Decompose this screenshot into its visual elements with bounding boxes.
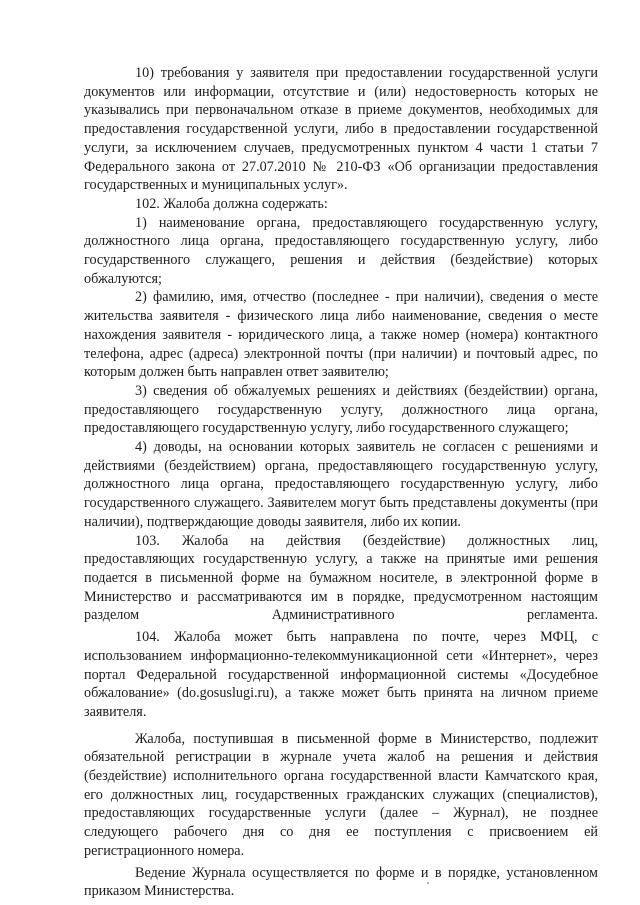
paragraph-clause-103: 103. Жалоба на действия (бездействие) должностных лиц, предоставляющих государственную услугу, а также на принятые ими решения подается в письменной форме на бумажном носителе, в электронной форме в Министерство и рассматриваются им в порядке, предусмотренном настоящим разделом Административного регламента. [84,532,598,624]
paragraph-clause-102: 102. Жалоба должна содержать: [135,195,328,212]
paragraph-subitem-2: 2) фамилию, имя, отчество (последнее - при наличии), сведения о месте жительства заявителя - физического лица либо наименование, сведения о месте нахождения заявителя - юридического лица, а также номер (номера) контактного телефона, адрес (адреса) электронной почты (при наличии) и почтовый адрес, по которым должен быть направлен ответ заявителю; [84,289,598,381]
paragraph-item-10: 10) требования у заявителя при предоставлении государственной услуги документов или информации, отсутствие и (или) недостоверность которых не указывались при первоначальном отказе в приеме документов, необходимых для предоставления государственной услуги, либо в предоставлении государственной услуги, за исключением случаев, предусмотренных пунктом 4 части 1 статьи 7 Федерального закона от 27.07.2010 № 210-ФЗ «Об организации предоставления государственных и муниципальных услуг». [84,65,598,194]
paragraph-journal-maintenance: Ведение Журнала осуществляется по форме и в порядке, установленном приказом Министерства. [84,864,598,900]
scan-speck [427,882,429,884]
paragraph-subitem-4: 4) доводы, на основании которых заявитель не согласен с решениями и действиями (бездействием) органа, предоставляющего государственную услугу, должностного лица органа, предоставляющего государственную услугу, либо государственного служащего. Заявителем могут быть представлены документы (при наличии), подтверждающие доводы заявителя, либо их копии. [84,439,598,530]
document-body [84,64,598,901]
paragraph-subitem-3: 3) сведения об обжалуемых решениях и действиях (бездействии) органа, предоставляющего государственную услугу, должностного лица органа, предоставляющего государственную услугу, либо государственного служащего; [84,382,598,437]
paragraph-journal-registration: Жалоба, поступившая в письменной форме в Министерство, подлежит обязательной регистрации в журнале учета жалоб на решения и действия (бездействие) исполнительного органа государственной власти Камчатского края, его должностных лиц, государственных гражданских служащих (специалистов), предоставляющих государственные услуги (далее – Журнал), не позднее следующего рабочего дня со дня ее поступления с присвоением ей регистрационного номера. [84,730,598,859]
paragraph-subitem-1: 1) наименование органа, предоставляющего государственную услугу, должностного лица органа, предоставляющего государственную услугу, либо государственного служащего, решения и действия (бездействие) которых обжалуются; [84,214,598,287]
paragraph-clause-104: 104. Жалоба может быть направлена по почте, через МФЦ, с использованием информационно-телекоммуникационной сети «Интернет», через портал Федеральной государственной информационной системы «Досудебное обжалование» (do.gosuslugi.ru), а также может быть принята на личном приеме заявителя. [84,629,598,720]
